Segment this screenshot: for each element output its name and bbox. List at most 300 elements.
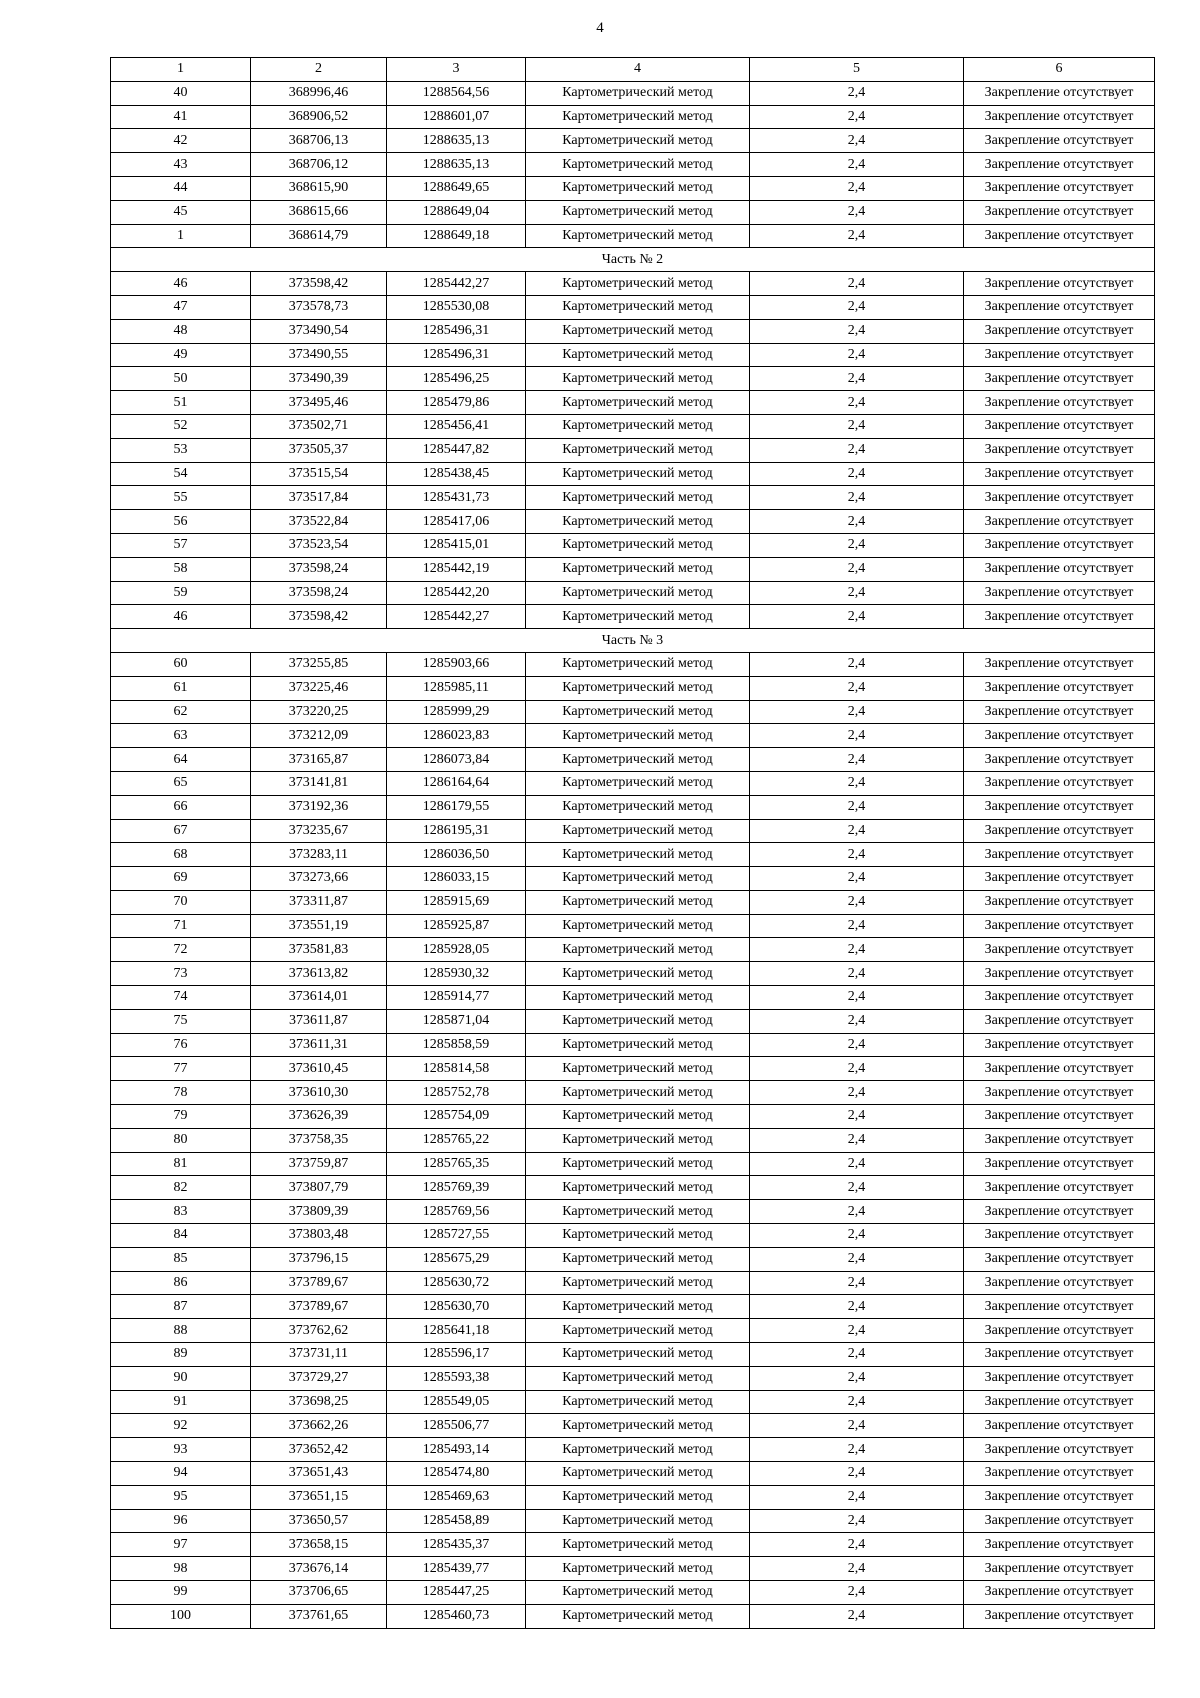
table-cell: 80 (111, 1128, 251, 1152)
table-cell: 1285752,78 (387, 1081, 526, 1105)
table-cell: Закрепление отсутствует (964, 200, 1155, 224)
table-row (111, 367, 1155, 391)
table-cell: 2,4 (750, 438, 964, 462)
table-cell: 373611,31 (251, 1033, 387, 1057)
table-cell: Закрепление отсутствует (964, 962, 1155, 986)
header-cell: 4 (526, 58, 750, 82)
table-cell: Картометрический метод (526, 1081, 750, 1105)
table-cell: Закрепление отсутствует (964, 867, 1155, 891)
table-cell: 373610,45 (251, 1057, 387, 1081)
table-row (111, 1343, 1155, 1367)
table-cell: 373610,30 (251, 1081, 387, 1105)
table-cell: 2,4 (750, 1057, 964, 1081)
table-cell: 46 (111, 272, 251, 296)
table-cell: Закрепление отсутствует (964, 1366, 1155, 1390)
table-cell: 2,4 (750, 510, 964, 534)
table-cell: 373192,36 (251, 795, 387, 819)
table-row (111, 1557, 1155, 1581)
table-cell: 2,4 (750, 724, 964, 748)
table-cell: Картометрический метод (526, 867, 750, 891)
table-cell: 2,4 (750, 1105, 964, 1129)
page-number: 4 (596, 20, 604, 36)
table-cell: 373796,15 (251, 1247, 387, 1271)
table-cell: Картометрический метод (526, 343, 750, 367)
table-cell: 2,4 (750, 224, 964, 248)
table-cell: 70 (111, 890, 251, 914)
table-cell: 2,4 (750, 1081, 964, 1105)
table-cell: Закрепление отсутствует (964, 1009, 1155, 1033)
table-row (111, 1485, 1155, 1509)
table-cell: Картометрический метод (526, 700, 750, 724)
table-cell: 1288649,04 (387, 200, 526, 224)
table-cell: 71 (111, 914, 251, 938)
table-cell: Картометрический метод (526, 1105, 750, 1129)
table-cell: 2,4 (750, 843, 964, 867)
table-cell: 1285596,17 (387, 1343, 526, 1367)
table-cell: 373490,54 (251, 319, 387, 343)
table-cell: 42 (111, 129, 251, 153)
coordinates-table (110, 57, 1155, 1629)
table-cell: Картометрический метод (526, 1438, 750, 1462)
table-cell: Закрепление отсутствует (964, 1533, 1155, 1557)
table-cell: 2,4 (750, 986, 964, 1010)
table-cell: 66 (111, 795, 251, 819)
table-cell: 43 (111, 153, 251, 177)
table-cell: Картометрический метод (526, 153, 750, 177)
table-cell: 373809,39 (251, 1200, 387, 1224)
table-row (111, 1033, 1155, 1057)
table-cell: Закрепление отсутствует (964, 1295, 1155, 1319)
table-cell: 47 (111, 295, 251, 319)
table-row (111, 1295, 1155, 1319)
table-cell: Закрепление отсутствует (964, 1152, 1155, 1176)
table-cell: 1285675,29 (387, 1247, 526, 1271)
table-row (111, 986, 1155, 1010)
table-cell: 373758,35 (251, 1128, 387, 1152)
table-cell: Картометрический метод (526, 724, 750, 748)
table-cell: 1285914,77 (387, 986, 526, 1010)
table-cell: Картометрический метод (526, 1033, 750, 1057)
table-cell: 1285493,14 (387, 1438, 526, 1462)
table-cell: Закрепление отсутствует (964, 1176, 1155, 1200)
table-cell: 373212,09 (251, 724, 387, 748)
table-row (111, 533, 1155, 557)
table-row (111, 1128, 1155, 1152)
table-cell: 368996,46 (251, 81, 387, 105)
table-cell: 2,4 (750, 1604, 964, 1628)
table-cell: Закрепление отсутствует (964, 81, 1155, 105)
table-cell: 2,4 (750, 1319, 964, 1343)
table-row (111, 272, 1155, 296)
table-row (111, 890, 1155, 914)
table-cell: Картометрический метод (526, 843, 750, 867)
table-cell: Картометрический метод (526, 938, 750, 962)
table-cell: 1288635,13 (387, 153, 526, 177)
table-row (111, 700, 1155, 724)
table-cell: 373626,39 (251, 1105, 387, 1129)
table-cell: 64 (111, 748, 251, 772)
table-cell: Картометрический метод (526, 605, 750, 629)
table-cell: 373598,24 (251, 581, 387, 605)
table-cell: 1285530,08 (387, 295, 526, 319)
table-cell: 1288564,56 (387, 81, 526, 105)
table-row (111, 319, 1155, 343)
table-cell: Закрепление отсутствует (964, 748, 1155, 772)
table-cell: Закрепление отсутствует (964, 771, 1155, 795)
table-cell: Закрепление отсутствует (964, 153, 1155, 177)
table-cell: Закрепление отсутствует (964, 1128, 1155, 1152)
table-cell: Картометрический метод (526, 1200, 750, 1224)
table-row (111, 105, 1155, 129)
table-cell: 88 (111, 1319, 251, 1343)
table-cell: Закрепление отсутствует (964, 1390, 1155, 1414)
table-cell: 2,4 (750, 1509, 964, 1533)
table-row (111, 414, 1155, 438)
table-cell: Закрепление отсутствует (964, 486, 1155, 510)
table-cell: 373255,85 (251, 652, 387, 676)
table-row (111, 581, 1155, 605)
table-cell: 46 (111, 605, 251, 629)
table-row (111, 510, 1155, 534)
table-row (111, 914, 1155, 938)
table-cell: 1285458,89 (387, 1509, 526, 1533)
table-row (111, 1105, 1155, 1129)
table-cell: Картометрический метод (526, 962, 750, 986)
table-cell: 373789,67 (251, 1271, 387, 1295)
table-cell: Картометрический метод (526, 1604, 750, 1628)
table-cell: Картометрический метод (526, 1462, 750, 1486)
table-cell: Картометрический метод (526, 1557, 750, 1581)
table-cell: 2,4 (750, 295, 964, 319)
table-cell: 2,4 (750, 81, 964, 105)
table-cell: 89 (111, 1343, 251, 1367)
table-cell: Картометрический метод (526, 1247, 750, 1271)
table-cell: Закрепление отсутствует (964, 843, 1155, 867)
table-cell: 2,4 (750, 819, 964, 843)
table-cell: Картометрический метод (526, 819, 750, 843)
table-cell: Картометрический метод (526, 986, 750, 1010)
table-row (111, 1414, 1155, 1438)
table-cell: 368615,90 (251, 176, 387, 200)
table-cell: Картометрический метод (526, 795, 750, 819)
table-cell: 61 (111, 676, 251, 700)
table-cell: 2,4 (750, 771, 964, 795)
table-cell: Закрепление отсутствует (964, 1105, 1155, 1129)
table-cell: Картометрический метод (526, 533, 750, 557)
table-cell: Картометрический метод (526, 1152, 750, 1176)
table-row (111, 1009, 1155, 1033)
table-cell: Закрепление отсутствует (964, 1509, 1155, 1533)
table-row (111, 1509, 1155, 1533)
table-cell: 1285479,86 (387, 391, 526, 415)
table-row (111, 1176, 1155, 1200)
table-cell: Закрепление отсутствует (964, 129, 1155, 153)
table-cell: 373731,11 (251, 1343, 387, 1367)
table-cell: 1285765,35 (387, 1152, 526, 1176)
table-cell: 373706,65 (251, 1581, 387, 1605)
table-cell: 59 (111, 581, 251, 605)
table-cell: 1286036,50 (387, 843, 526, 867)
table-cell: Картометрический метод (526, 557, 750, 581)
table-row (111, 295, 1155, 319)
table-row (111, 1224, 1155, 1248)
table-cell: 1286073,84 (387, 748, 526, 772)
table-cell: 1285435,37 (387, 1533, 526, 1557)
table-cell: 1285496,25 (387, 367, 526, 391)
table-cell: 49 (111, 343, 251, 367)
table-row (111, 748, 1155, 772)
table-cell: 96 (111, 1509, 251, 1533)
table-cell: 1285985,11 (387, 676, 526, 700)
table-cell: Закрепление отсутствует (964, 557, 1155, 581)
table-row (111, 1081, 1155, 1105)
table-cell: 2,4 (750, 914, 964, 938)
table-cell: Закрепление отсутствует (964, 533, 1155, 557)
table-cell: 368706,12 (251, 153, 387, 177)
table-row (111, 1604, 1155, 1628)
table-cell: Закрепление отсутствует (964, 1319, 1155, 1343)
table-cell: Закрепление отсутствует (964, 1033, 1155, 1057)
table-cell: 2,4 (750, 1128, 964, 1152)
table-cell: 2,4 (750, 1343, 964, 1367)
table-cell: Картометрический метод (526, 81, 750, 105)
table-cell: 74 (111, 986, 251, 1010)
table-cell: 100 (111, 1604, 251, 1628)
table-cell: 2,4 (750, 1533, 964, 1557)
table-cell: 50 (111, 367, 251, 391)
table-cell: 1285469,63 (387, 1485, 526, 1509)
table-cell: 54 (111, 462, 251, 486)
table-row (111, 1438, 1155, 1462)
table-cell: 44 (111, 176, 251, 200)
table-cell: 373676,14 (251, 1557, 387, 1581)
table-cell: 65 (111, 771, 251, 795)
table-cell: Картометрический метод (526, 890, 750, 914)
table-cell: 95 (111, 1485, 251, 1509)
table-cell: Картометрический метод (526, 1485, 750, 1509)
table-row (111, 1462, 1155, 1486)
table-cell: 2,4 (750, 557, 964, 581)
table-cell: Картометрический метод (526, 1581, 750, 1605)
table-cell: Картометрический метод (526, 1009, 750, 1033)
table-cell: Картометрический метод (526, 914, 750, 938)
table-cell: Картометрический метод (526, 391, 750, 415)
table-cell: 1285549,05 (387, 1390, 526, 1414)
table-cell: 1286033,15 (387, 867, 526, 891)
table-cell: 2,4 (750, 153, 964, 177)
table-cell: Картометрический метод (526, 771, 750, 795)
table-cell: 1285439,77 (387, 1557, 526, 1581)
table-cell: 2,4 (750, 343, 964, 367)
table-cell: 93 (111, 1438, 251, 1462)
table-cell: 67 (111, 819, 251, 843)
table-row (111, 224, 1155, 248)
table-cell: 1285496,31 (387, 319, 526, 343)
table-cell: 368906,52 (251, 105, 387, 129)
table-cell: Картометрический метод (526, 105, 750, 129)
table-cell: 1285447,82 (387, 438, 526, 462)
table-cell: Закрепление отсутствует (964, 1271, 1155, 1295)
table-cell: 2,4 (750, 605, 964, 629)
table-cell: 1286195,31 (387, 819, 526, 843)
table-cell: 1285769,56 (387, 1200, 526, 1224)
table-cell: Закрепление отсутствует (964, 1224, 1155, 1248)
table-cell: Закрепление отсутствует (964, 652, 1155, 676)
table-cell: Закрепление отсутствует (964, 462, 1155, 486)
table-cell: 1285999,29 (387, 700, 526, 724)
table-cell: 2,4 (750, 581, 964, 605)
table-cell: Закрепление отсутствует (964, 795, 1155, 819)
table-cell: 91 (111, 1390, 251, 1414)
table-cell: 1285903,66 (387, 652, 526, 676)
table-cell: 1285474,80 (387, 1462, 526, 1486)
table-cell: Картометрический метод (526, 295, 750, 319)
table-cell: Закрепление отсутствует (964, 1200, 1155, 1224)
table-cell: 1285438,45 (387, 462, 526, 486)
table-cell: Закрепление отсутствует (964, 1557, 1155, 1581)
table-cell: 1285456,41 (387, 414, 526, 438)
table-cell: 2,4 (750, 1462, 964, 1486)
table-cell: 373807,79 (251, 1176, 387, 1200)
table-cell: 92 (111, 1414, 251, 1438)
table-cell: Закрепление отсутствует (964, 343, 1155, 367)
table-cell: 373698,25 (251, 1390, 387, 1414)
table-cell: Закрепление отсутствует (964, 319, 1155, 343)
table-cell: 1285431,73 (387, 486, 526, 510)
table-row (111, 176, 1155, 200)
table-row (111, 486, 1155, 510)
table-cell: 41 (111, 105, 251, 129)
table-cell: 373613,82 (251, 962, 387, 986)
table-cell: 1285506,77 (387, 1414, 526, 1438)
table-cell: Картометрический метод (526, 676, 750, 700)
table-cell: 1288649,65 (387, 176, 526, 200)
table-cell: 373273,66 (251, 867, 387, 891)
table-cell: 373762,62 (251, 1319, 387, 1343)
table-cell: Закрепление отсутствует (964, 938, 1155, 962)
table-cell: 2,4 (750, 938, 964, 962)
table-row (111, 819, 1155, 843)
table-cell: 60 (111, 652, 251, 676)
table-row (111, 1057, 1155, 1081)
table-cell: 90 (111, 1366, 251, 1390)
table-cell: 373761,65 (251, 1604, 387, 1628)
table-cell: Закрепление отсутствует (964, 105, 1155, 129)
table-cell: 373611,87 (251, 1009, 387, 1033)
table-cell: 2,4 (750, 1438, 964, 1462)
table-row (111, 962, 1155, 986)
table-cell: 373658,15 (251, 1533, 387, 1557)
table-cell: 79 (111, 1105, 251, 1129)
table-cell: 1285765,22 (387, 1128, 526, 1152)
table-cell: 78 (111, 1081, 251, 1105)
table-row (111, 81, 1155, 105)
table-cell: 2,4 (750, 1152, 964, 1176)
table-cell: 73 (111, 962, 251, 986)
table-cell: 86 (111, 1271, 251, 1295)
table-cell: 373165,87 (251, 748, 387, 772)
part-header-cell: Часть № 2 (111, 248, 1155, 272)
table-cell: 97 (111, 1533, 251, 1557)
table-cell: 82 (111, 1176, 251, 1200)
table-cell: 1285630,72 (387, 1271, 526, 1295)
table-cell: 373651,43 (251, 1462, 387, 1486)
table-cell: Закрепление отсутствует (964, 176, 1155, 200)
table-row (111, 843, 1155, 867)
table-cell: 52 (111, 414, 251, 438)
table-cell: 1285415,01 (387, 533, 526, 557)
table-cell: Картометрический метод (526, 1128, 750, 1152)
table-row (111, 795, 1155, 819)
table-cell: 373517,84 (251, 486, 387, 510)
table-cell: 2,4 (750, 414, 964, 438)
table-cell: 2,4 (750, 319, 964, 343)
table-cell: 87 (111, 1295, 251, 1319)
table-cell: 2,4 (750, 962, 964, 986)
table-cell: 58 (111, 557, 251, 581)
table-cell: 1285630,70 (387, 1295, 526, 1319)
table-cell: Закрепление отсутствует (964, 1343, 1155, 1367)
table-header-row (111, 58, 1155, 82)
table-row (111, 1319, 1155, 1343)
part-header-row (111, 248, 1155, 272)
table-cell: Картометрический метод (526, 319, 750, 343)
table-cell: 373502,71 (251, 414, 387, 438)
table-cell: 368615,66 (251, 200, 387, 224)
table-cell: Закрепление отсутствует (964, 1081, 1155, 1105)
part-header-row (111, 629, 1155, 653)
table-cell: 99 (111, 1581, 251, 1605)
table-cell: 2,4 (750, 200, 964, 224)
table-cell: 2,4 (750, 1271, 964, 1295)
table-cell: 373505,37 (251, 438, 387, 462)
table-cell: 1285417,06 (387, 510, 526, 534)
table-cell: 373581,83 (251, 938, 387, 962)
table-cell: 373551,19 (251, 914, 387, 938)
part-header-cell: Часть № 3 (111, 629, 1155, 653)
table-cell: 373490,55 (251, 343, 387, 367)
table-cell: 368706,13 (251, 129, 387, 153)
table-row (111, 438, 1155, 462)
table-cell: 1285930,32 (387, 962, 526, 986)
table-cell: 56 (111, 510, 251, 534)
table-cell: 1285442,19 (387, 557, 526, 581)
table-cell: 98 (111, 1557, 251, 1581)
table-cell: 373225,46 (251, 676, 387, 700)
table-cell: 1285915,69 (387, 890, 526, 914)
table-cell: 83 (111, 1200, 251, 1224)
table-cell: 2,4 (750, 1485, 964, 1509)
table-cell: Картометрический метод (526, 652, 750, 676)
table-cell: Закрепление отсутствует (964, 890, 1155, 914)
table-cell: 2,4 (750, 1033, 964, 1057)
table-cell: 1286023,83 (387, 724, 526, 748)
table-cell: Закрепление отсутствует (964, 724, 1155, 748)
table-row (111, 129, 1155, 153)
table-row (111, 153, 1155, 177)
table-cell: 373729,27 (251, 1366, 387, 1390)
table-cell: Картометрический метод (526, 414, 750, 438)
table-cell: 373651,15 (251, 1485, 387, 1509)
table-cell: Закрепление отсутствует (964, 414, 1155, 438)
table-cell: Закрепление отсутствует (964, 605, 1155, 629)
table-cell: 1288649,18 (387, 224, 526, 248)
table-row (111, 1200, 1155, 1224)
table-cell: Закрепление отсутствует (964, 1604, 1155, 1628)
table-cell: 40 (111, 81, 251, 105)
table-cell: 2,4 (750, 1224, 964, 1248)
table-cell: Закрепление отсутствует (964, 272, 1155, 296)
